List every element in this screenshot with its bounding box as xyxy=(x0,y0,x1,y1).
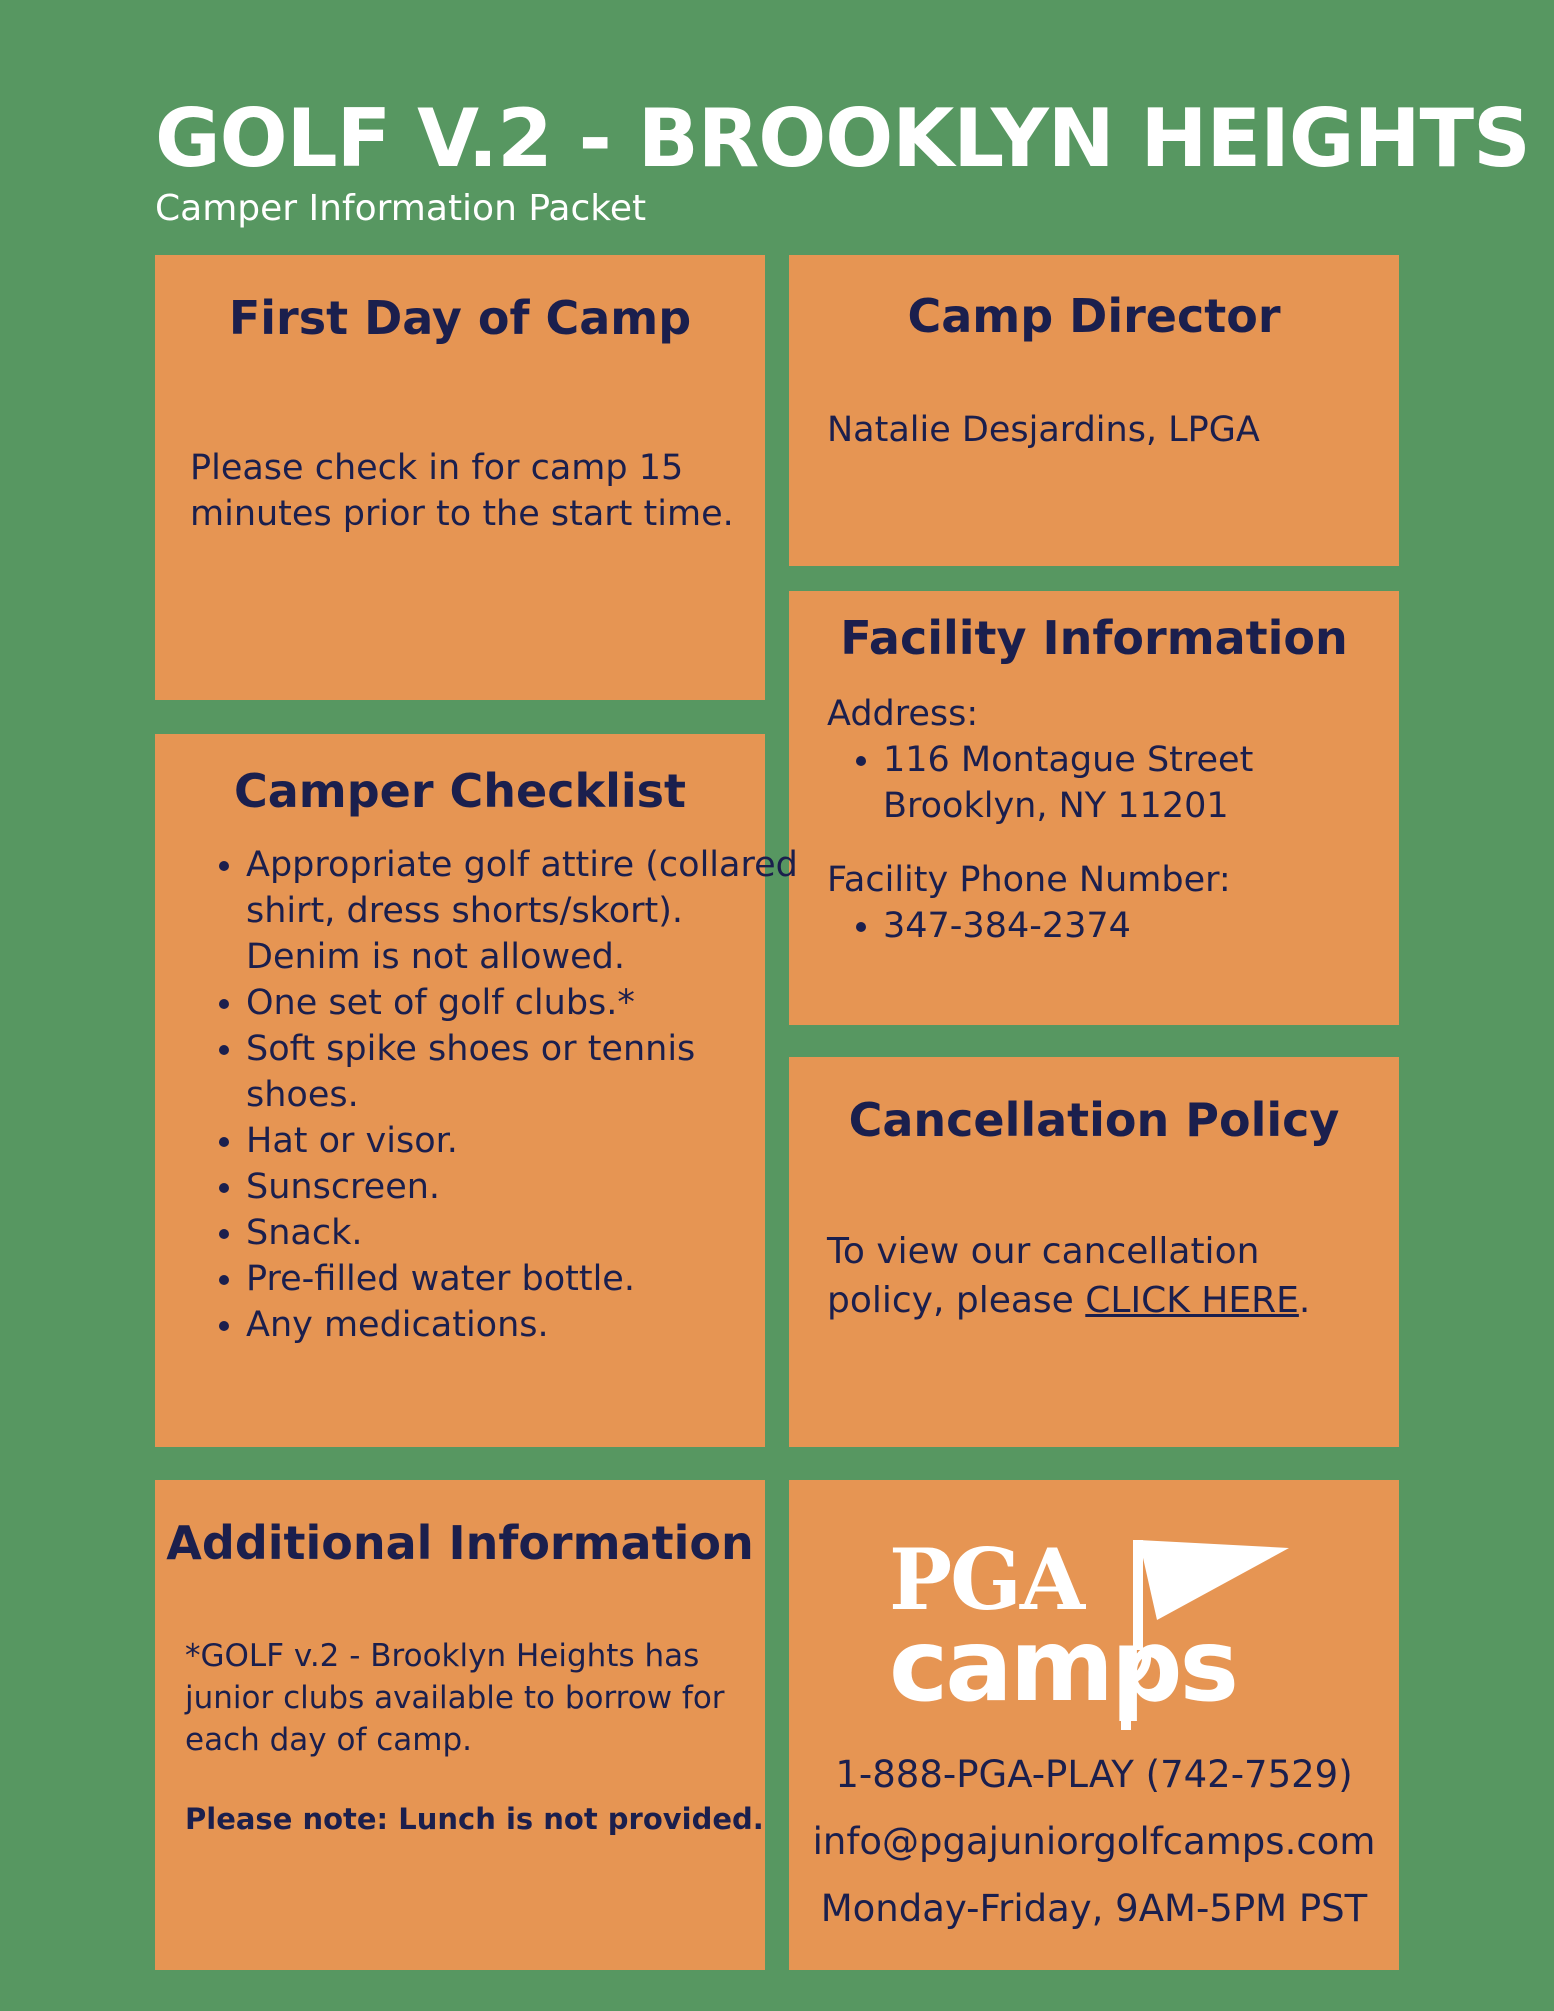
cancellation-text-before: To view our cancellation policy, please xyxy=(827,1231,1260,1321)
checklist-item: • Appropriate golf attire (collared shirt, dress shorts/skort). Denim is not allowed. xyxy=(246,842,806,980)
camp-director-card xyxy=(789,255,1399,566)
pga-camps-logo xyxy=(889,1530,1309,1740)
pga-logo-text: PGA xyxy=(889,1530,1084,1629)
camp-director-heading: Camp Director xyxy=(907,289,1281,343)
address-item xyxy=(883,737,1387,829)
camps-logo-text: camps xyxy=(889,1607,1237,1724)
checklist-item: • Snack. xyxy=(246,1210,806,1256)
checklist-item: • One set of golf clubs.* xyxy=(246,980,806,1026)
page-title: GOLF V.2 - BROOKLYN HEIGHTS xyxy=(155,92,1530,185)
pga-camps-card xyxy=(789,1480,1399,1970)
checklist-item: • Pre-filled water bottle. xyxy=(246,1256,806,1302)
facility-info-card xyxy=(789,591,1399,1025)
additional-info-text: *GOLF v.2 - Brooklyn Heights has junior clubs available to borrow for each day of camp. xyxy=(185,1638,725,1758)
phone-label: Facility Phone Number: xyxy=(827,860,1231,900)
facility-phone: • 347-384-2374 xyxy=(883,903,1387,949)
camper-checklist-card xyxy=(155,734,798,1447)
pga-hours: Monday-Friday, 9AM-5PM PST xyxy=(820,1887,1368,1930)
first-day-card xyxy=(155,255,765,700)
facility-info-heading: Facility Information xyxy=(840,611,1348,665)
first-day-heading: First Day of Camp xyxy=(228,291,692,345)
checklist-item: • Any medications. xyxy=(246,1302,806,1348)
page-subtitle: Camper Information Packet xyxy=(155,188,647,229)
lunch-note: Please note: Lunch is not provided. xyxy=(185,1802,764,1836)
checklist-item: • Hat or visor. xyxy=(246,1118,806,1164)
camper-checklist-heading: Camper Checklist xyxy=(233,764,687,818)
cancellation-policy-link[interactable]: CLICK HERE xyxy=(1085,1280,1299,1321)
camp-director-name: Natalie Desjardins, LPGA xyxy=(827,410,1260,450)
checklist-item: • Soft spike shoes or tennis shoes. xyxy=(246,1026,806,1118)
checklist-list xyxy=(158,842,806,1348)
cancellation-text-after: . xyxy=(1298,1280,1311,1321)
cancellation-policy-card xyxy=(789,1057,1399,1447)
additional-info-card xyxy=(155,1480,765,1970)
pga-email: info@pgajuniorgolfcamps.com xyxy=(812,1820,1376,1863)
checklist-item: • Sunscreen. xyxy=(246,1164,806,1210)
first-day-text: Please check in for camp 15 minutes prior to the start time. xyxy=(190,448,734,534)
address-line1: 116 Montague Street xyxy=(883,740,1254,780)
cancellation-policy-heading: Cancellation Policy xyxy=(848,1093,1340,1147)
address-label: Address: xyxy=(827,694,979,734)
address-line2: Brooklyn, NY 11201 xyxy=(883,786,1229,826)
pga-phone: 1-888-PGA-PLAY (742-7529) xyxy=(835,1753,1353,1796)
cancellation-policy-text xyxy=(827,1227,1367,1325)
additional-info-heading: Additional Information xyxy=(166,1516,754,1570)
